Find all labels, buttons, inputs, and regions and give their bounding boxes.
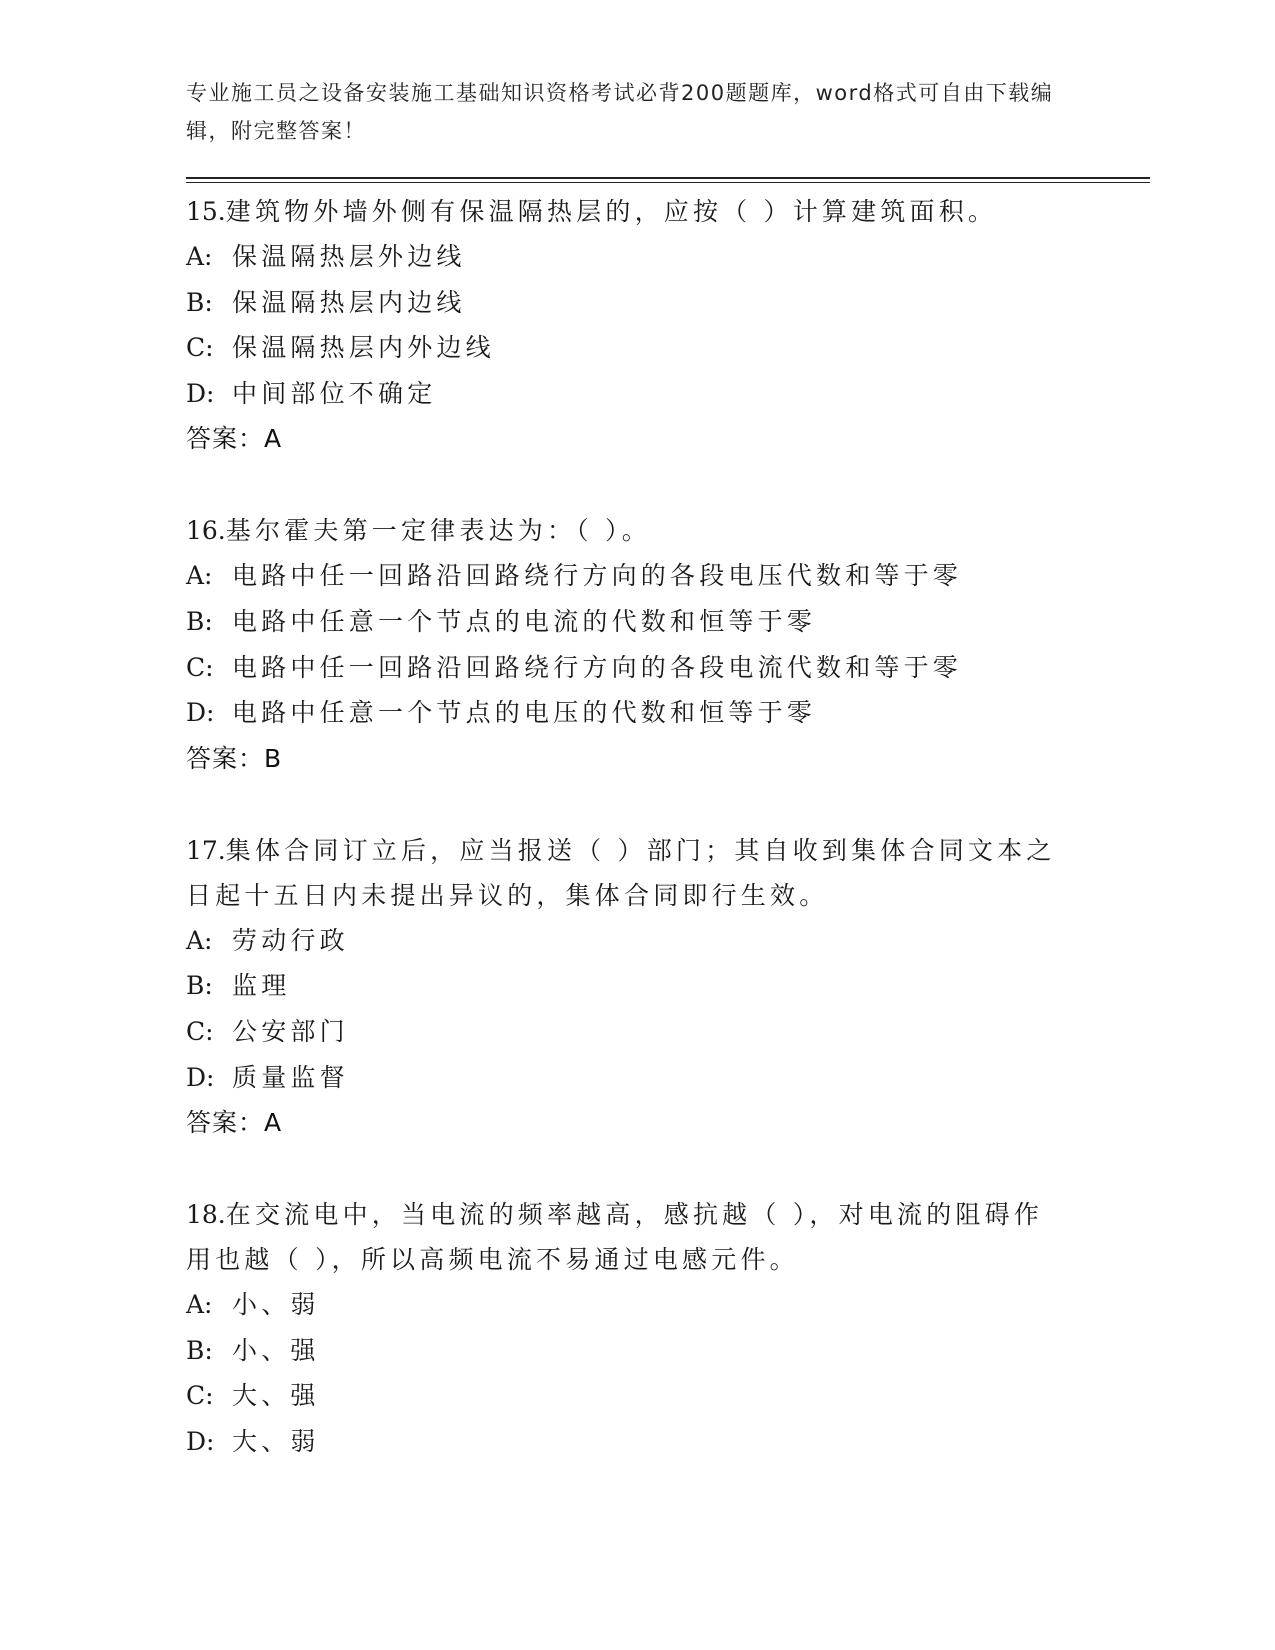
- question-stem: [186, 508, 1066, 553]
- question-number: 17.: [186, 835, 226, 865]
- option-key: D:: [186, 378, 215, 408]
- option-text: 监理: [232, 971, 291, 1001]
- option-d: [186, 1419, 1066, 1465]
- header-divider-thin: [186, 182, 1150, 183]
- option-text: 保温隔热层内外边线: [232, 333, 495, 363]
- option-key: C:: [186, 652, 214, 682]
- question-stem: [186, 1192, 1066, 1282]
- option-key: B:: [186, 1335, 213, 1365]
- question-15: [186, 189, 1066, 462]
- question-16: [186, 508, 1066, 781]
- option-a: [186, 553, 1066, 599]
- answer-line: 答案：A: [186, 424, 283, 454]
- option-d: [186, 371, 1066, 417]
- option-text: 小、弱: [232, 1290, 320, 1320]
- option-text: 电路中任意一个节点的电流的代数和恒等于零: [232, 606, 817, 636]
- option-key: C:: [186, 333, 214, 363]
- option-key: A:: [186, 561, 213, 591]
- option-c: [186, 645, 1066, 691]
- answer-line: 答案：B: [186, 743, 283, 773]
- option-b: [186, 1328, 1066, 1374]
- option-text: 保温隔热层外边线: [232, 242, 466, 271]
- option-text: 保温隔热层内边线: [232, 287, 466, 317]
- option-key: D:: [186, 698, 215, 728]
- question-text: 建筑物外墙外侧有保温隔热层的，应按（ ）计算建筑面积。: [225, 197, 998, 226]
- option-key: B:: [186, 287, 213, 317]
- question-18: [186, 1192, 1066, 1464]
- question-number: 18.: [186, 1200, 226, 1230]
- option-text: 电路中任一回路沿回路绕行方向的各段电压代数和等于零: [232, 561, 963, 591]
- option-key: C:: [186, 1016, 214, 1046]
- option-c: [186, 325, 1066, 371]
- option-text: 劳动行政: [232, 925, 349, 955]
- answer-line: 答案：A: [186, 1108, 283, 1138]
- option-text: 大、弱: [232, 1426, 320, 1456]
- option-a: [186, 234, 1066, 280]
- option-key: B:: [186, 971, 213, 1001]
- option-c: [186, 1373, 1066, 1419]
- question-text: 集体合同订立后，应当报送（ ）部门；其自收到集体合同文本之日起十五日内未提出异议的，集体合同即行生效。: [186, 835, 1056, 910]
- option-text: 小、强: [232, 1335, 320, 1365]
- option-b: [186, 599, 1066, 645]
- option-b: [186, 963, 1066, 1009]
- question-number: 16.: [186, 516, 226, 546]
- question-stem: [186, 189, 1066, 234]
- question-list: [186, 189, 1066, 1511]
- question-text: 基尔霍夫第一定律表达为：（ ）。: [225, 516, 651, 546]
- option-key: C:: [186, 1381, 214, 1411]
- option-a: [186, 918, 1066, 964]
- question-text: 在交流电中，当电流的频率越高，感抗越（ ），对电流的阻碍作用也越（ ），所以高频电流不易通过电感元件。: [186, 1200, 1044, 1275]
- option-text: 中间部位不确定: [232, 378, 437, 408]
- option-key: A:: [186, 242, 213, 271]
- option-d: [186, 690, 1066, 736]
- option-key: A:: [186, 925, 213, 955]
- question-stem: [186, 828, 1066, 918]
- option-key: B:: [186, 606, 213, 636]
- option-text: 电路中任意一个节点的电压的代数和恒等于零: [232, 698, 817, 728]
- option-a: [186, 1282, 1066, 1328]
- option-text: 质量监督: [232, 1062, 349, 1092]
- option-key: D:: [186, 1426, 215, 1456]
- option-text: 公安部门: [232, 1016, 349, 1046]
- option-key: D:: [186, 1062, 215, 1092]
- document-header: 专业施工员之设备安装施工基础知识资格考试必背200题题库，word格式可自由下载编辑，附完整答案！: [186, 81, 1054, 143]
- question-17: [186, 828, 1066, 1146]
- option-text: 电路中任一回路沿回路绕行方向的各段电流代数和等于零: [232, 652, 963, 682]
- option-text: 大、强: [232, 1381, 320, 1411]
- header-divider-thick: [186, 177, 1150, 179]
- option-b: [186, 280, 1066, 326]
- question-number: 15.: [186, 197, 226, 226]
- option-c: [186, 1009, 1066, 1055]
- option-d: [186, 1055, 1066, 1101]
- option-key: A:: [186, 1290, 213, 1320]
